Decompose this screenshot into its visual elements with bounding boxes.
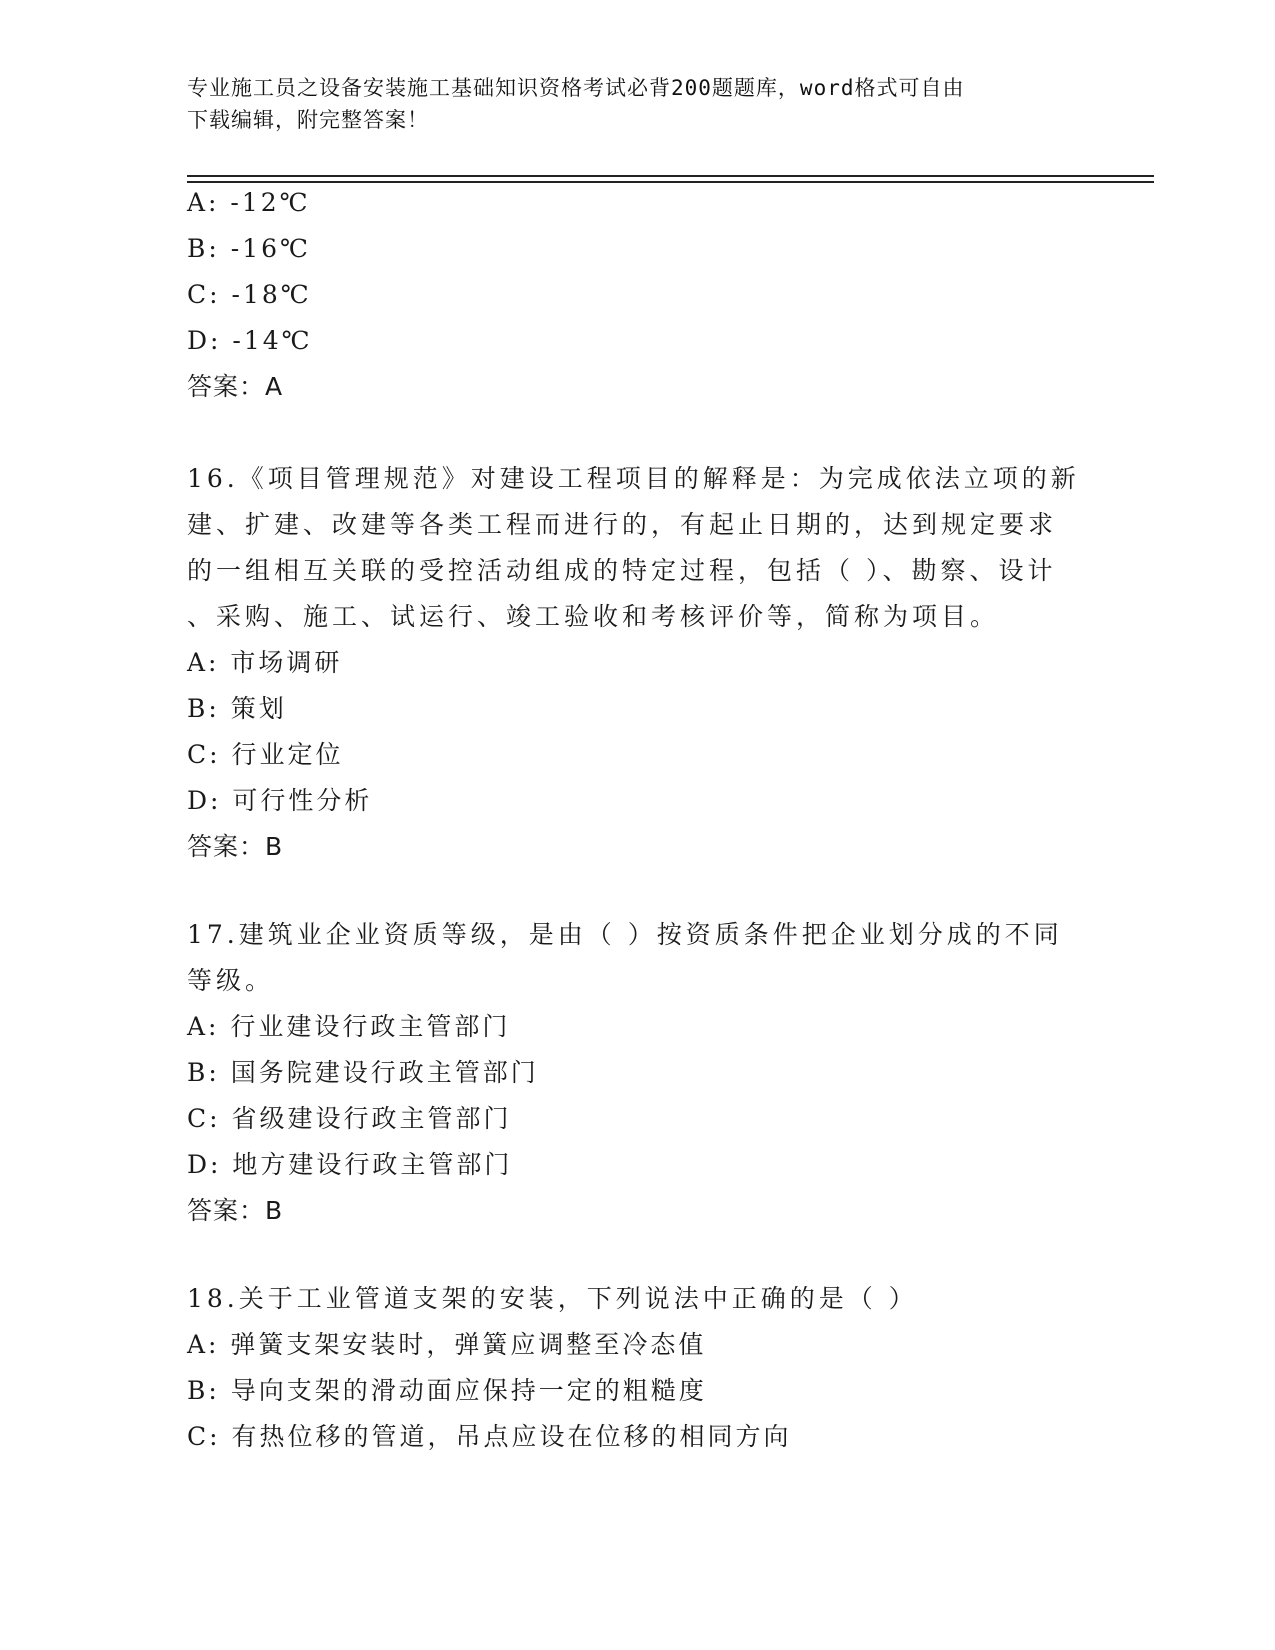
stem-line: 等级。 — [187, 966, 275, 995]
option-b: B: -16℃ — [187, 234, 311, 263]
option-c: C: -18℃ — [187, 280, 312, 309]
stem-line: 建、扩建、改建等各类工程而进行的，有起止日期的，达到规定要求 — [187, 510, 1058, 539]
answer-line: 答案：B — [187, 832, 284, 861]
option-c: C: 有热位移的管道，吊点应设在位移的相同方向 — [187, 1422, 792, 1451]
question-16 — [187, 456, 1087, 870]
option-b: B: 导向支架的滑动面应保持一定的粗糙度 — [187, 1376, 707, 1405]
question-15 — [187, 180, 1087, 410]
option-b: B: 国务院建设行政主管部门 — [187, 1058, 539, 1087]
option-c: C: 行业定位 — [187, 740, 344, 769]
option-a: A: 行业建设行政主管部门 — [187, 1012, 511, 1041]
option-a: A: -12℃ — [187, 188, 311, 217]
option-a: A: 市场调研 — [187, 648, 343, 677]
question-stem — [187, 456, 1087, 640]
answer-line: 答案：B — [187, 1196, 284, 1225]
stem-line: 18.关于工业管道支架的安装，下列说法中正确的是（ ） — [187, 1284, 918, 1313]
question-17 — [187, 912, 1087, 1234]
option-d: D: 地方建设行政主管部门 — [187, 1150, 513, 1179]
question-18 — [187, 1276, 1087, 1460]
answer-line: 答案：A — [187, 372, 284, 401]
stem-line: 的一组相互关联的受控活动组成的特定过程，包括（ ）、勘察、设计 — [187, 556, 1057, 585]
option-b: B: 策划 — [187, 694, 287, 723]
stem-line: 、采购、施工、试运行、竣工验收和考核评价等，简称为项目。 — [187, 602, 1000, 631]
question-stem — [187, 1276, 1087, 1322]
option-d: D: 可行性分析 — [187, 786, 373, 815]
document-header — [187, 72, 1067, 136]
question-stem — [187, 912, 1087, 1004]
header-line-2: 下载编辑，附完整答案！ — [187, 108, 429, 132]
stem-line: 17.建筑业企业资质等级，是由（ ）按资质条件把企业划分成的不同 — [187, 920, 1063, 949]
option-a: A: 弹簧支架安装时，弹簧应调整至冷态值 — [187, 1330, 707, 1359]
option-d: D: -14℃ — [187, 326, 313, 355]
stem-line: 16.《项目管理规范》对建设工程项目的解释是：为完成依法立项的新 — [187, 464, 1080, 493]
header-line-1: 专业施工员之设备安装施工基础知识资格考试必背200题题库，word格式可自由 — [187, 76, 965, 100]
header-divider-top — [187, 175, 1154, 177]
option-c: C: 省级建设行政主管部门 — [187, 1104, 512, 1133]
